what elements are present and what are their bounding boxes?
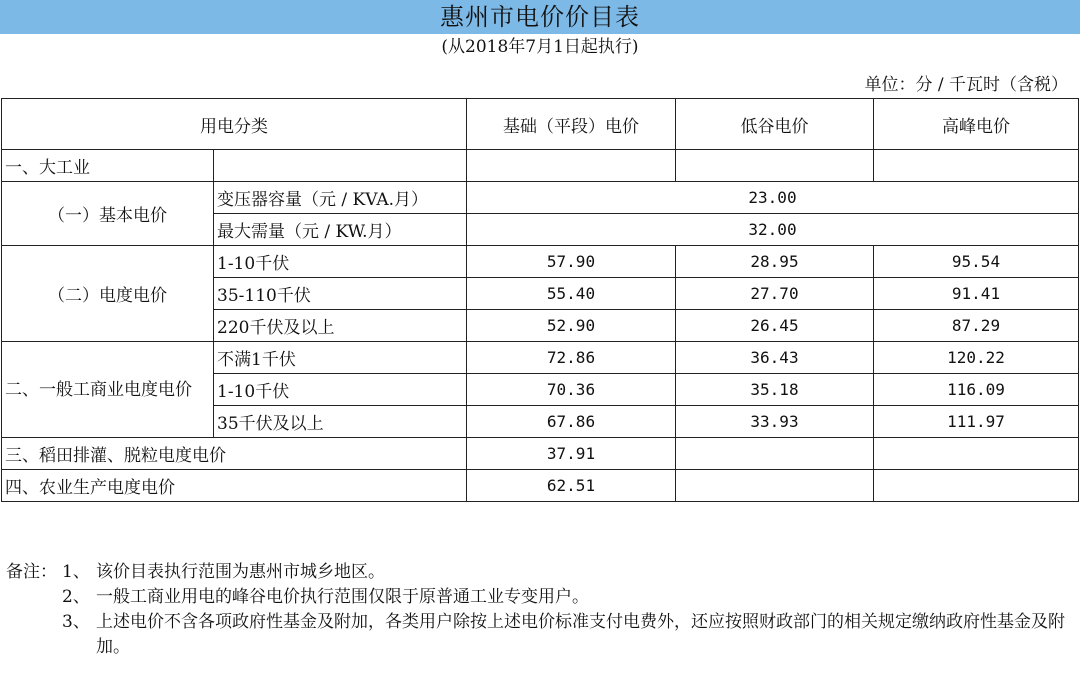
base-price-cell: 70.36 <box>467 374 676 406</box>
unit-note: 单位：分 / 千瓦时（含税） <box>864 75 1068 95</box>
base-price-cell: 55.40 <box>467 278 676 310</box>
valley-price-cell: 36.43 <box>676 342 874 374</box>
transformer-capacity-value: 23.00 <box>467 182 1079 214</box>
header-category: 用电分类 <box>2 99 467 150</box>
transformer-capacity-label: 变压器容量（元 / KVA.月） <box>214 182 467 214</box>
notes-section <box>6 560 1072 660</box>
max-demand-value: 32.00 <box>467 214 1079 246</box>
table-row <box>2 470 1079 502</box>
page-title: 惠州市电价价目表 <box>440 3 640 31</box>
general-commercial-label: 二、一般工商业电度电价 <box>2 342 214 438</box>
header-base-price: 基础（平段）电价 <box>467 99 676 150</box>
table-row <box>2 182 1079 214</box>
agriculture-label: 四、农业生产电度电价 <box>2 470 467 502</box>
peak-price-cell: 87.29 <box>874 310 1079 342</box>
note-item <box>6 585 1072 610</box>
energy-price-label: （二）电度电价 <box>2 246 214 342</box>
header-peak-price: 高峰电价 <box>874 99 1079 150</box>
voltage-cell: 1-10千伏 <box>214 246 467 278</box>
price-table <box>1 98 1079 502</box>
base-price-cell: 67.86 <box>467 406 676 438</box>
valley-price-cell: 35.18 <box>676 374 874 406</box>
note-number: 1、 <box>62 562 90 582</box>
note-number: 3、 <box>62 612 90 632</box>
table-row <box>2 150 1079 182</box>
notes-label: 备注： <box>6 562 57 582</box>
note-item <box>6 610 1072 660</box>
basic-price-label: （一）基本电价 <box>2 182 214 246</box>
voltage-cell: 35千伏及以上 <box>214 406 467 438</box>
valley-price-cell: 27.70 <box>676 278 874 310</box>
valley-price-cell: 26.45 <box>676 310 874 342</box>
note-text: 一般工商业用电的峰谷电价执行范围仅限于原普通工业专变用户。 <box>96 587 589 607</box>
agriculture-base-price: 62.51 <box>467 470 676 502</box>
table-row <box>2 342 1079 374</box>
note-text: 该价目表执行范围为惠州市城乡地区。 <box>96 562 385 582</box>
voltage-cell: 1-10千伏 <box>214 374 467 406</box>
table-row <box>2 438 1079 470</box>
peak-price-cell: 111.97 <box>874 406 1079 438</box>
table-row <box>2 246 1079 278</box>
effective-date: (从2018年7月1日起执行) <box>441 37 639 57</box>
voltage-cell: 不满1千伏 <box>214 342 467 374</box>
base-price-cell: 57.90 <box>467 246 676 278</box>
peak-price-cell: 120.22 <box>874 342 1079 374</box>
header-valley-price: 低谷电价 <box>676 99 874 150</box>
irrigation-base-price: 37.91 <box>467 438 676 470</box>
peak-price-cell: 91.41 <box>874 278 1079 310</box>
max-demand-label: 最大需量（元 / KW.月） <box>214 214 467 246</box>
voltage-cell: 220千伏及以上 <box>214 310 467 342</box>
note-item <box>6 560 1072 585</box>
section-large-industry: 一、大工业 <box>2 150 214 182</box>
note-number: 2、 <box>62 587 90 607</box>
table-header-row <box>2 99 1079 150</box>
irrigation-label: 三、稻田排灌、脱粒电度电价 <box>2 438 467 470</box>
title-banner <box>0 0 1080 34</box>
voltage-cell: 35-110千伏 <box>214 278 467 310</box>
base-price-cell: 52.90 <box>467 310 676 342</box>
base-price-cell: 72.86 <box>467 342 676 374</box>
peak-price-cell: 116.09 <box>874 374 1079 406</box>
peak-price-cell: 95.54 <box>874 246 1079 278</box>
note-text: 上述电价不含各项政府性基金及附加，各类用户除按上述电价标准支付电费外，还应按照财政部门的相关规定缴纳政府性基金及附加。 <box>96 612 1065 657</box>
valley-price-cell: 28.95 <box>676 246 874 278</box>
valley-price-cell: 33.93 <box>676 406 874 438</box>
